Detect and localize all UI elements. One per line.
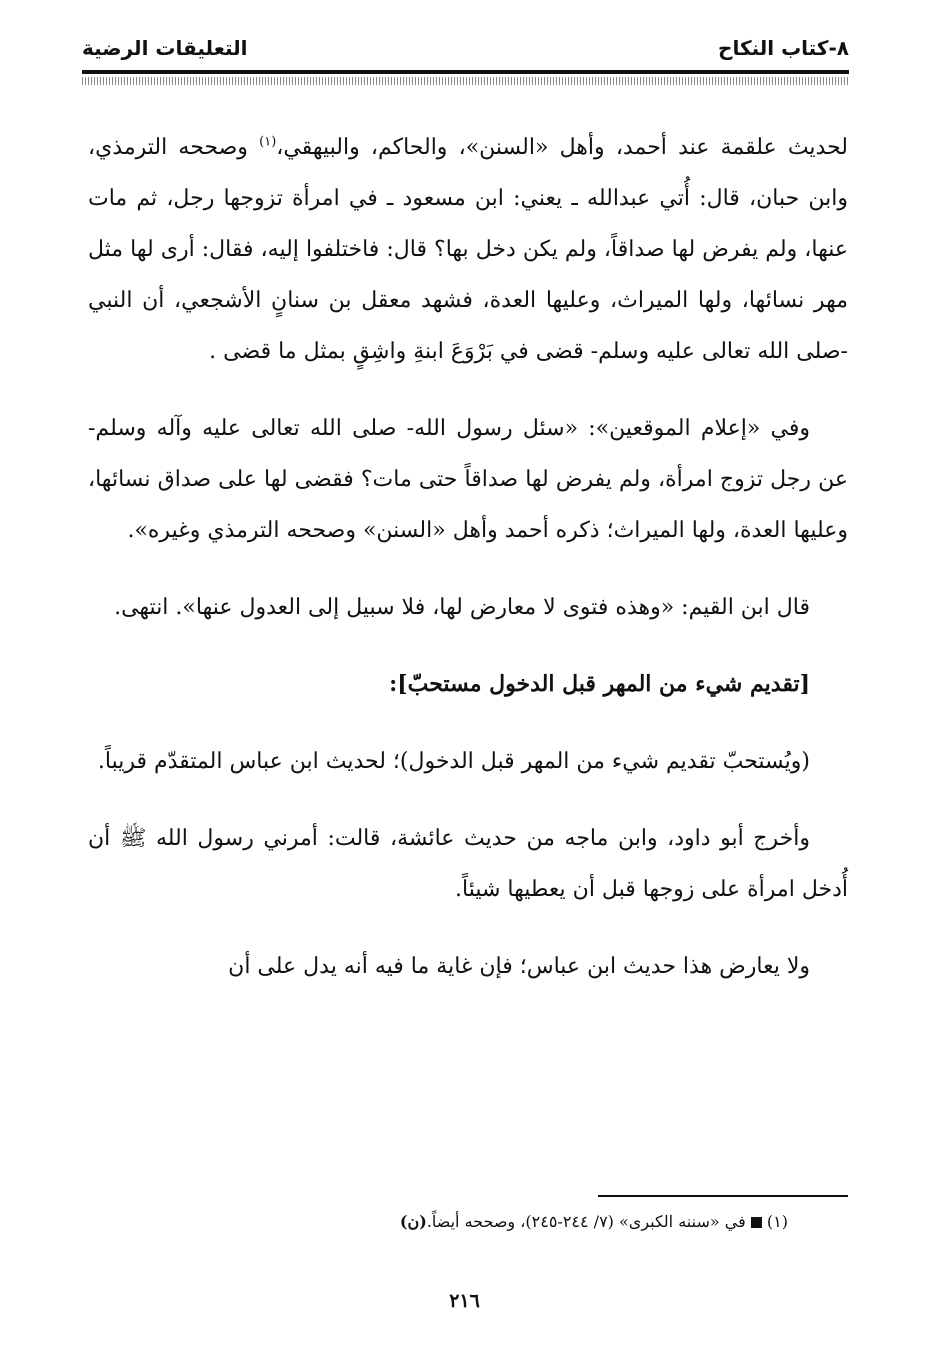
paragraph-text: لحديث علقمة عند أحمد، وأهل «السنن»، والحاكم، والبيهقي، bbox=[276, 135, 848, 160]
footnote bbox=[88, 1208, 788, 1236]
main-text bbox=[88, 122, 848, 992]
footnote-text: في «سننه الكبرى» (٧/ ٢٤٤-٢٤٥)، وصححه أيضاً. bbox=[426, 1212, 746, 1231]
chapter-title: ٨-كتاب النكاح bbox=[718, 36, 849, 60]
book-title: التعليقات الرضية bbox=[82, 36, 248, 60]
paragraph-text: وصححه الترمذي، وابن حبان، قال: أُتي عبدالله ـ يعني: ابن مسعود ـ في امرأة تزوجها رجل، ثم مات عنها، ولم يفرض لها صداقاً، ولم يكن دخل بها؟ قال: فاختلفوا إليه، فقال: أرى لها مثل مهر نسائها، ولها الميراث، وعليها العدة، فشهد معقل بن سنانٍ الأشجعي، أن النبي -صلى الله تعالى عليه وسلم- قضى في بَرْوَعَ ابنةِ واشِقٍ بمثل ما قضى . bbox=[88, 135, 848, 364]
footnote-rule bbox=[598, 1195, 848, 1197]
header-rule bbox=[82, 70, 849, 74]
paragraph-abu-dawud: وأخرج أبو داود، وابن ماجه من حديث عائشة، قالت: أمرني رسول الله ﷺ أن أُدخل امرأة على زوجها قبل أن يعطيها شيئاً. bbox=[88, 826, 848, 902]
footnote-ref: (١) bbox=[259, 134, 277, 150]
section-heading: [تقديم شيء من المهر قبل الدخول مستحبّ]: bbox=[389, 671, 810, 697]
paragraph-continuation: ولا يعارض هذا حديث ابن عباس؛ فإن غاية ما فيه أنه يدل على أن bbox=[228, 954, 810, 979]
paragraph-mustahab: (ويُستحبّ تقديم شيء من المهر قبل الدخول)؛ لحديث ابن عباس المتقدّم قريباً. bbox=[97, 749, 810, 774]
paragraph-ilam: وفي «إعلام الموقعين»: «سئل رسول الله- صلى الله تعالى عليه وآله وسلم- عن رجل تزوج امرأة، ولم يفرض لها صداقاً حتى مات؟ فقضى لها على صداق نسائها، وعليها العدة، ولها الميراث؛ ذكره أحمد وأهل «السنن» وصححه الترمذي وغيره». bbox=[88, 416, 848, 543]
header-rule-dotted bbox=[82, 77, 849, 85]
paragraph-ibn-qayyim: قال ابن القيم: «وهذه فتوى لا معارض لها، فلا سبيل إلى العدول عنها». انتهى. bbox=[114, 595, 810, 620]
square-icon bbox=[751, 1217, 762, 1228]
editor-mark: (ن) bbox=[399, 1212, 427, 1231]
footnote-number: (١) bbox=[766, 1212, 788, 1231]
paragraph-hadith bbox=[88, 122, 848, 377]
page-number: ٢١٦ bbox=[449, 1290, 480, 1312]
